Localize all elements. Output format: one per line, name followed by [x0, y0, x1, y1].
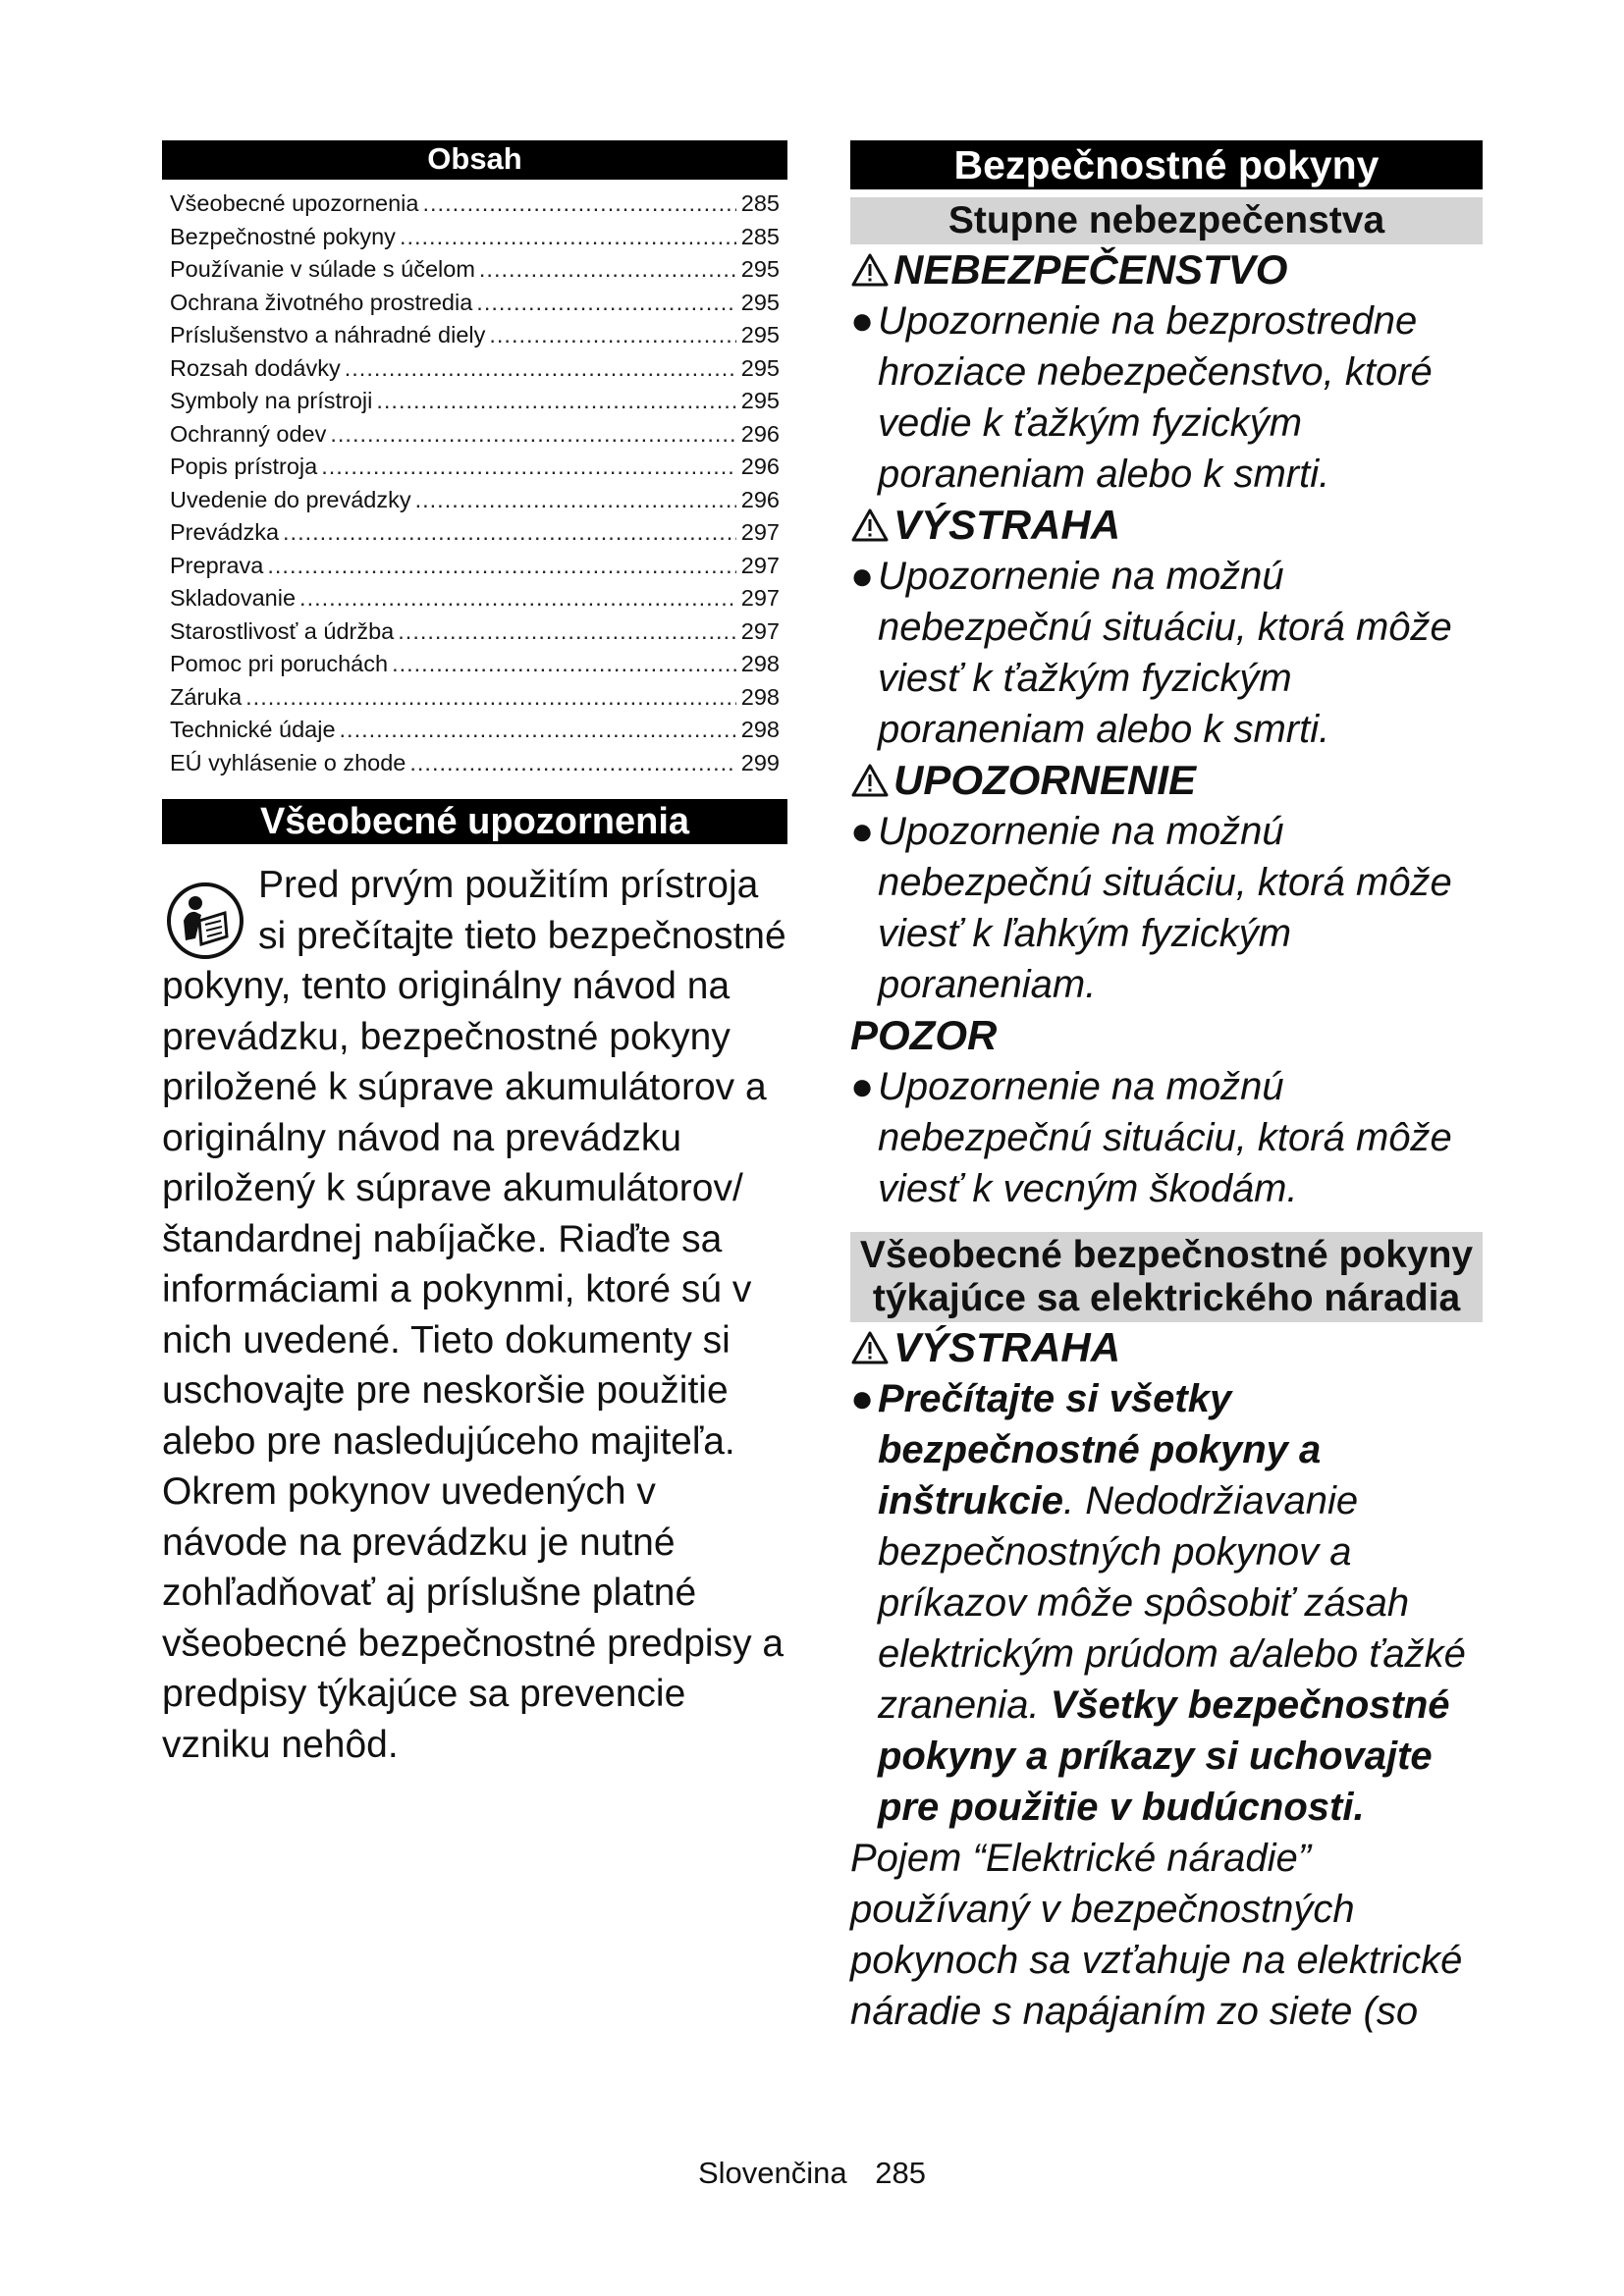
warning-triangle-icon	[850, 1330, 890, 1365]
toc-entry-page: 295	[740, 354, 780, 381]
caution-heading	[850, 755, 1483, 806]
toc-entry-page: 296	[740, 486, 780, 512]
general-notes-body	[162, 860, 787, 1770]
bullet-dot: ●	[850, 1377, 875, 1420]
toc-entry-title: Uvedenie do prevádzky	[170, 486, 411, 512]
toc-entry-page: 285	[740, 190, 780, 216]
tools-text: Nedodržiavanie bezpečnostných pokynov a príkazov môže spôsobiť zásah elektrickým prúdom a/alebo ťažké zranenia.	[878, 1479, 1466, 1727]
tools-bold-instruction-1: Prečítajte si všetky bezpečnostné pokyny a inštrukcie	[878, 1377, 1322, 1522]
tools-warning-heading	[850, 1322, 1483, 1373]
footer-page-number: 285	[875, 2156, 926, 2190]
toc-entry[interactable]	[170, 582, 780, 615]
toc-leader	[479, 253, 736, 287]
danger-label: NEBEZPEČENSTVO	[893, 246, 1288, 293]
toc-entry[interactable]	[170, 484, 780, 517]
power-tool-term-definition: Pojem “Elektrické náradie” používaný v bezpečnostných pokynoch sa vzťahuje na elektrické náradie s napájaním zo siete (so	[850, 1837, 1463, 2033]
warning-triangle-icon	[850, 252, 890, 288]
toc-leader	[340, 714, 736, 747]
toc-entry-page: 296	[740, 420, 780, 447]
tools-warning-label: VÝSTRAHA	[893, 1324, 1121, 1370]
footer-language: Slovenčina	[697, 2156, 847, 2190]
toc-entry-page: 298	[740, 717, 780, 742]
caution-label: UPOZORNENIE	[893, 757, 1197, 803]
toc-entry-title: Záruka	[170, 683, 243, 710]
toc-leader	[476, 287, 736, 320]
toc-leader	[283, 516, 736, 550]
toc-entry[interactable]	[170, 287, 780, 320]
toc-entry-title: Starostlivosť a údržba	[170, 617, 395, 644]
table-of-contents	[170, 187, 780, 779]
warning-text: Upozornenie na možnú nebezpečnú situáciu, ktorá môže viesť k ťažkým fyzickým poraneniam alebo k smrti.	[878, 555, 1452, 751]
toc-leader	[267, 550, 736, 583]
danger-description	[850, 295, 1483, 500]
warning-description	[850, 551, 1483, 755]
toc-entry[interactable]	[170, 615, 780, 649]
toc-entry-title: Technické údaje	[170, 717, 336, 742]
toc-entry[interactable]	[170, 714, 780, 747]
toc-entry-title: Symboly na prístroji	[170, 388, 373, 413]
toc-entry-title: Prevádzka	[170, 519, 280, 545]
toc-entry-page: 297	[740, 519, 780, 545]
warning-heading	[850, 500, 1483, 551]
toc-leader	[345, 352, 736, 386]
toc-entry-title: Všeobecné upozornenia	[170, 190, 419, 216]
toc-leader	[415, 484, 736, 517]
toc-entry-title: Používanie v súlade s účelom	[170, 256, 475, 282]
notice-description	[850, 1061, 1483, 1214]
toc-entry[interactable]	[170, 187, 780, 221]
general-notes-header: Všeobecné upozornenia	[162, 799, 787, 844]
toc-entry-title: Ochrana životného prostredia	[170, 289, 473, 315]
toc-entry-title: Rozsah dodávky	[170, 354, 341, 381]
general-notes-paragraph-2: Okrem pokynov uvedených v návode na prevádzku je nutné zohľadňovať aj príslušne platné všeobecné bezpečnostné predpisy a predpisy týkajúce sa prevencie vzniku nehôd.	[162, 1470, 785, 1766]
toc-entry-title: Pomoc pri poruchách	[170, 651, 389, 676]
bullet-dot: ●	[850, 555, 875, 598]
toc-entry-title: Bezpečnostné pokyny	[170, 223, 396, 249]
toc-leader	[392, 648, 736, 681]
safety-header: Bezpečnostné pokyny	[850, 140, 1483, 189]
tools-bold-instruction-2: Všetky bezpečnostné pokyny a príkazy si uchovajte pre použitie v budúcnosti.	[878, 1683, 1450, 1829]
notice-text: Upozornenie na možnú nebezpečnú situáciu, ktorá môže viesť k vecným škodám.	[878, 1065, 1452, 1210]
toc-entry-title: Ochranný odev	[170, 420, 327, 447]
toc-leader	[422, 187, 736, 221]
toc-entry-title: Popis prístroja	[170, 454, 318, 479]
toc-entry-page: 295	[740, 289, 780, 315]
toc-entry-page: 298	[740, 683, 780, 710]
toc-entry[interactable]	[170, 747, 780, 780]
toc-entry-page: 297	[740, 552, 780, 578]
toc-entry[interactable]	[170, 385, 780, 418]
caution-text: Upozornenie na možnú nebezpečnú situáciu, ktorá môže viesť k ľahkým fyzickým poraneniam.	[878, 810, 1452, 1006]
toc-leader	[376, 385, 736, 418]
toc-leader	[299, 582, 736, 615]
tools-period: .	[1062, 1479, 1075, 1522]
notice-label: POZOR	[850, 1012, 998, 1058]
bullet-dot: ●	[850, 299, 875, 343]
toc-entry-title: EÚ vyhlásenie o zhode	[170, 749, 406, 775]
toc-leader	[245, 681, 736, 715]
general-notes-paragraph-1: Pred prvým použitím prístroja si prečítajte tieto bezpečnostné pokyny, tento originálny návod na prevádzku, bezpečnostné pokyny priložené k súprave akumulátorov a originálny návod na prevádzku priložený k súprave akumulátorov/ štandardnej nabíjačke. Riaďte sa informáciami a pokynmi, ktoré sú v nich uvedené. Tieto dokumenty si uschovajte pre neskoršie použitie alebo pre nasledujúceho majiteľa.	[162, 864, 786, 1463]
notice-heading	[850, 1010, 1483, 1061]
toc-entry-page: 299	[740, 749, 780, 775]
danger-text: Upozornenie na bezprostredne hroziace nebezpečenstvo, ktoré vedie k ťažkým fyzickým poraneniam alebo k smrti.	[878, 299, 1433, 496]
bullet-dot: ●	[850, 1065, 875, 1108]
danger-heading	[850, 244, 1483, 295]
toc-entry[interactable]	[170, 319, 780, 352]
tools-warning-description	[850, 1373, 1483, 1833]
toc-entry[interactable]	[170, 221, 780, 254]
toc-entry-page: 295	[740, 256, 780, 282]
toc-entry[interactable]	[170, 352, 780, 386]
toc-leader	[330, 418, 736, 452]
warning-triangle-icon	[850, 763, 890, 798]
toc-leader	[409, 747, 736, 780]
toc-entry[interactable]	[170, 418, 780, 452]
toc-leader	[321, 451, 736, 484]
toc-entry[interactable]	[170, 550, 780, 583]
left-column	[162, 140, 787, 1770]
toc-entry-page: 285	[740, 223, 780, 249]
toc-entry-page: 297	[740, 617, 780, 644]
page-footer	[0, 2156, 1624, 2191]
toc-entry-page: 298	[740, 651, 780, 676]
toc-leader	[398, 615, 736, 649]
toc-leader	[400, 221, 736, 254]
read-manual-icon	[166, 881, 244, 960]
toc-entry[interactable]	[170, 451, 780, 484]
hazard-levels-header: Stupne nebezpečenstva	[850, 197, 1483, 244]
toc-entry-page: 295	[740, 388, 780, 413]
warning-label: VÝSTRAHA	[893, 502, 1121, 548]
toc-entry-page: 295	[740, 322, 780, 347]
toc-entry[interactable]	[170, 681, 780, 715]
caution-description	[850, 806, 1483, 1010]
toc-entry-title: Preprava	[170, 552, 264, 578]
toc-entry[interactable]	[170, 648, 780, 681]
toc-entry[interactable]	[170, 253, 780, 287]
toc-entry[interactable]	[170, 516, 780, 550]
right-column	[850, 140, 1483, 2037]
power-tools-header: Všeobecné bezpečnostné pokyny týkajúce sa elektrického náradia	[850, 1232, 1483, 1322]
toc-header: Obsah	[162, 140, 787, 180]
toc-entry-title: Skladovanie	[170, 585, 297, 611]
toc-entry-page: 297	[740, 585, 780, 611]
warning-triangle-icon	[850, 507, 890, 543]
toc-leader	[489, 319, 736, 352]
toc-entry-page: 296	[740, 454, 780, 479]
bullet-dot: ●	[850, 810, 875, 853]
toc-entry-title: Príslušenstvo a náhradné diely	[170, 322, 486, 347]
